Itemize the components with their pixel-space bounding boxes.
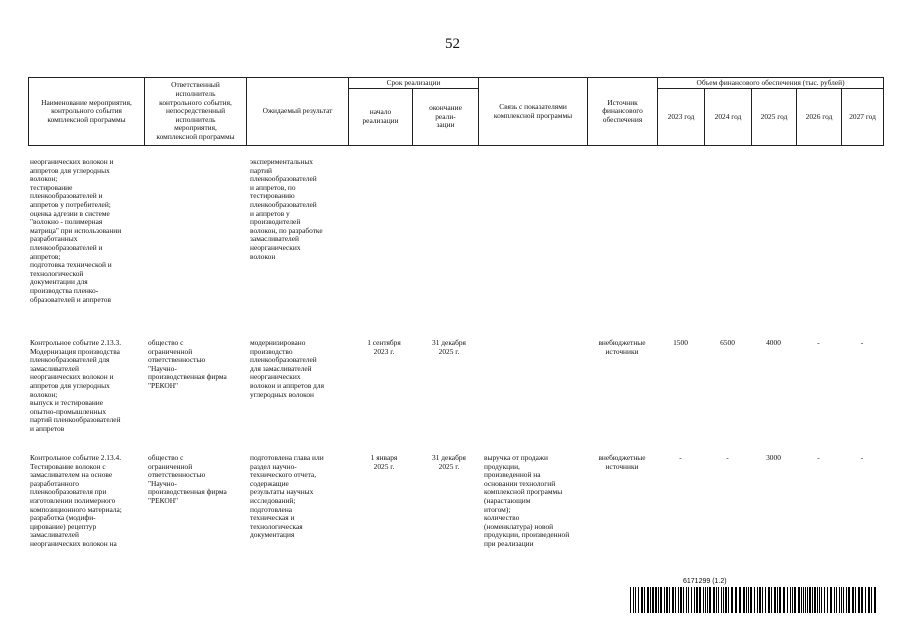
header-year: 2023 год — [658, 89, 705, 146]
header-source: Источник финансового обеспечения — [588, 78, 658, 146]
barcode-number: 6171299 (1.2) — [683, 578, 727, 585]
row-2-funding-2026: - — [817, 454, 820, 462]
table-header — [28, 77, 884, 146]
row-1-funding-2024: 6500 — [720, 339, 735, 347]
row-1-funding-2026: - — [817, 339, 820, 347]
header-name: Наименование мероприятия, контрольного события комплексной программы — [29, 78, 145, 146]
page-number: 52 — [445, 36, 460, 52]
row-1-funding-2027: - — [860, 339, 864, 347]
row-1-funding-2023: 1500 — [673, 339, 688, 347]
row-1-name: Контрольное событие 2.13.3. Модернизация производства пленкообразователей для замасливателей неорганических волокон и аппретов для углеродных волокон; выпуск и тестирование опытно-промышленных партий пленкообразователей и аппретов — [30, 339, 122, 433]
header-year: 2026 год — [797, 89, 842, 146]
row-1-result: модернизировано производство пленкообразователей для замасливателей неорганических волокон и аппретов для углеродных волокон — [250, 339, 325, 399]
header-funding: Объем финансового обеспечения (тыс. рублей) — [658, 78, 884, 89]
header-link: Связь с показателями комплексной программы — [479, 78, 588, 146]
header-period: Срок реализации — [349, 78, 479, 89]
row-0-result: экспериментальных партий пленкообразователей и аппретов, по тестированию пленкообразователей и аппретов у производителей волокон, по разработке замасливателей неорганических волокон — [250, 158, 323, 261]
row-2-link: выручка от продажи продукции, произведенной на основании технологий комплексной программы (нарастающим итогом); количество (номенклатура) новой продукции, произведенной при реализации — [484, 454, 570, 548]
row-2-funding-2025: 3000 — [766, 454, 781, 462]
row-2-source: внебюджетные источники — [598, 454, 646, 471]
row-1-funding-2025: 4000 — [766, 339, 781, 347]
row-2-responsible: общество с ограниченной ответственностью "Научно- производственная фирма "РЕКОН" — [148, 454, 227, 505]
header-result: Ожидаемый результат — [247, 78, 349, 146]
row-2-end: 31 декабря 2025 г. — [432, 454, 466, 471]
row-1-responsible: общество с ограниченной ответственностью "Научно- производственная фирма "РЕКОН" — [148, 339, 227, 390]
header-year: 2025 год — [752, 89, 797, 146]
row-2-start: 1 января 2025 г. — [370, 454, 398, 471]
row-2-funding-2024: - — [726, 454, 729, 462]
header-start: начало реализации — [349, 89, 413, 146]
row-1-source: внебюджетные источники — [598, 339, 646, 356]
row-2-name: Контрольное событие 2.13.4. Тестирование волокон с замасливателем на основе разработанного пленкообразователя при изготовлении полимерного композиционного материала; разработка (модифи- цирование) рецептур замасливателей неорганических волокон на — [30, 454, 122, 548]
row-1-start: 1 сентября 2023 г. — [367, 339, 401, 356]
header-responsible: Ответственный исполнитель контрольного события, непосредственный исполнитель мероприятия, комплексной программы — [145, 78, 247, 146]
row-2-result: подготовлена глава или раздел научно- технического отчета, содержащие результаты научных исследований; подготовлена техническая и технологическая документация — [250, 454, 324, 540]
barcode-icon — [630, 587, 878, 613]
header-end: окончание реали- зации — [413, 89, 479, 146]
row-1-end: 31 декабря 2025 г. — [432, 339, 466, 356]
row-2-funding-2023: - — [679, 454, 682, 462]
header-year: 2024 год — [705, 89, 752, 146]
row-0-name: неорганических волокон и аппретов для углеродных волокон; тестирование пленкообразователей и аппретов у потребителей; оценка адгезии в системе "волокно - полимерная матрица" при использовании разработанных пленкообразователей и аппретов; подготовка технической и технологической документации для производства пленко- образователей и аппретов — [30, 158, 122, 304]
row-2-funding-2027: - — [860, 454, 864, 462]
header-year: 2027 год — [842, 89, 884, 146]
